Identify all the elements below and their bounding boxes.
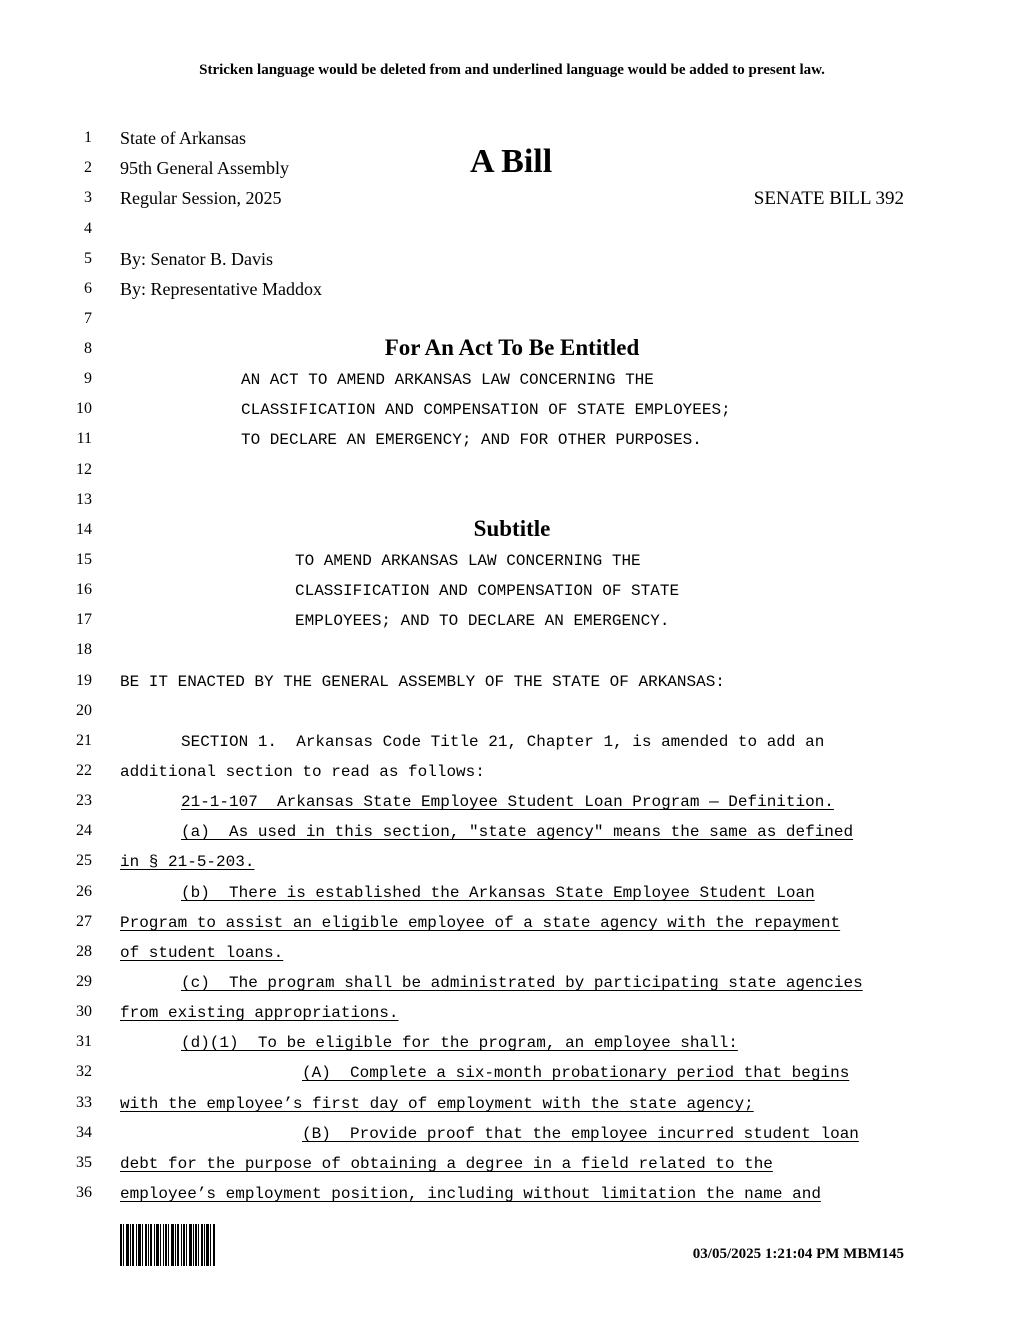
added-body-line: (B) Provide proof that the employee incurred student loan	[302, 1125, 859, 1143]
sponsor-senator: By: Senator B. Davis	[120, 249, 273, 269]
line-number: 34	[76, 1124, 92, 1141]
line-number: 2	[84, 159, 92, 176]
line-number: 26	[76, 883, 92, 900]
body-line: additional section to read as follows:	[120, 763, 485, 781]
line-number: 16	[76, 581, 92, 598]
line-number: 25	[76, 852, 92, 869]
added-body-line: with the employee’s first day of employment with the state agency;	[120, 1095, 754, 1113]
title-line: CLASSIFICATION AND COMPENSATION OF STATE EMPLOYEES;	[241, 401, 731, 419]
title-line: TO DECLARE AN EMERGENCY; AND FOR OTHER PURPOSES.	[241, 431, 702, 449]
title-heading: For An Act To Be Entitled	[384, 335, 640, 360]
line-number: 4	[84, 220, 92, 237]
line-number: 11	[76, 430, 92, 447]
line-number: 14	[76, 521, 92, 538]
document-type-title: A Bill	[470, 143, 553, 180]
added-body-line: Program to assist an eligible employee of a state agency with the repayment	[120, 914, 841, 932]
line-number: 28	[76, 943, 92, 960]
added-body-line: from existing appropriations.	[120, 1004, 399, 1022]
line-number: 35	[76, 1154, 92, 1171]
line-number: 6	[84, 280, 92, 297]
line-number: 27	[76, 913, 92, 930]
line-number: 32	[76, 1063, 92, 1080]
line-number: 12	[76, 461, 92, 478]
line-number: 33	[76, 1094, 92, 1111]
line-number: 30	[76, 1003, 92, 1020]
document-timestamp: 03/05/2025 1:21:04 PM MBM145	[692, 1246, 904, 1262]
subtitle-line: CLASSIFICATION AND COMPENSATION OF STATE	[295, 582, 680, 600]
added-body-line: (a) As used in this section, "state agency" means the same as defined	[181, 823, 854, 841]
barcode-icon	[120, 1224, 250, 1266]
line-number: 19	[76, 672, 92, 689]
line-number: 20	[76, 702, 92, 719]
line-number: 31	[76, 1033, 92, 1050]
line-number: 1	[84, 129, 92, 146]
subtitle-line: TO AMEND ARKANSAS LAW CONCERNING THE	[295, 552, 641, 570]
added-body-line: debt for the purpose of obtaining a degree in a field related to the	[120, 1155, 773, 1173]
line-number: 23	[76, 792, 92, 809]
section-heading-line: SECTION 1. Arkansas Code Title 21, Chapter 1, is amended to add an	[181, 733, 825, 751]
line-number: 5	[84, 250, 92, 267]
line-number: 7	[84, 310, 92, 327]
line-number: 13	[76, 491, 92, 508]
enacting-clause: BE IT ENACTED BY THE GENERAL ASSEMBLY OF THE STATE OF ARKANSAS:	[120, 673, 725, 691]
line-number: 10	[76, 400, 92, 417]
line-number: 29	[76, 973, 92, 990]
line-number: 3	[84, 189, 92, 206]
title-line: AN ACT TO AMEND ARKANSAS LAW CONCERNING THE	[241, 371, 654, 389]
line-number: 22	[76, 762, 92, 779]
added-body-line: in § 21-5-203.	[120, 853, 255, 871]
line-number: 8	[84, 340, 92, 357]
sponsor-representative: By: Representative Maddox	[120, 279, 322, 299]
subtitle-heading: Subtitle	[473, 516, 551, 541]
added-body-line: employee’s employment position, including without limitation the name and	[120, 1185, 821, 1203]
session-name: Regular Session, 2025	[120, 188, 282, 208]
added-body-line: (A) Complete a six-month probationary period that begins	[302, 1064, 850, 1082]
line-number: 15	[76, 551, 92, 568]
assembly-name: 95th General Assembly	[120, 158, 289, 178]
added-body-line: of student loans.	[120, 944, 284, 962]
bill-number: SENATE BILL 392	[753, 188, 904, 209]
line-number: 9	[84, 370, 92, 387]
line-number: 21	[76, 732, 92, 749]
line-number: 17	[76, 611, 92, 628]
page-notice: Stricken language would be deleted from and underlined language would be added to present law.	[199, 62, 825, 78]
added-body-line: (c) The program shall be administrated by participating state agencies	[181, 974, 863, 992]
line-number: 18	[76, 641, 92, 658]
added-body-line: (b) There is established the Arkansas State Employee Student Loan	[181, 884, 815, 902]
line-number: 36	[76, 1184, 92, 1201]
added-section-title: 21-1-107 Arkansas State Employee Student Loan Program — Definition.	[181, 793, 834, 811]
state-name: State of Arkansas	[120, 128, 246, 148]
line-number: 24	[76, 822, 92, 839]
subtitle-line: EMPLOYEES; AND TO DECLARE AN EMERGENCY.	[295, 612, 670, 630]
added-body-line: (d)(1) To be eligible for the program, an employee shall:	[181, 1034, 738, 1052]
